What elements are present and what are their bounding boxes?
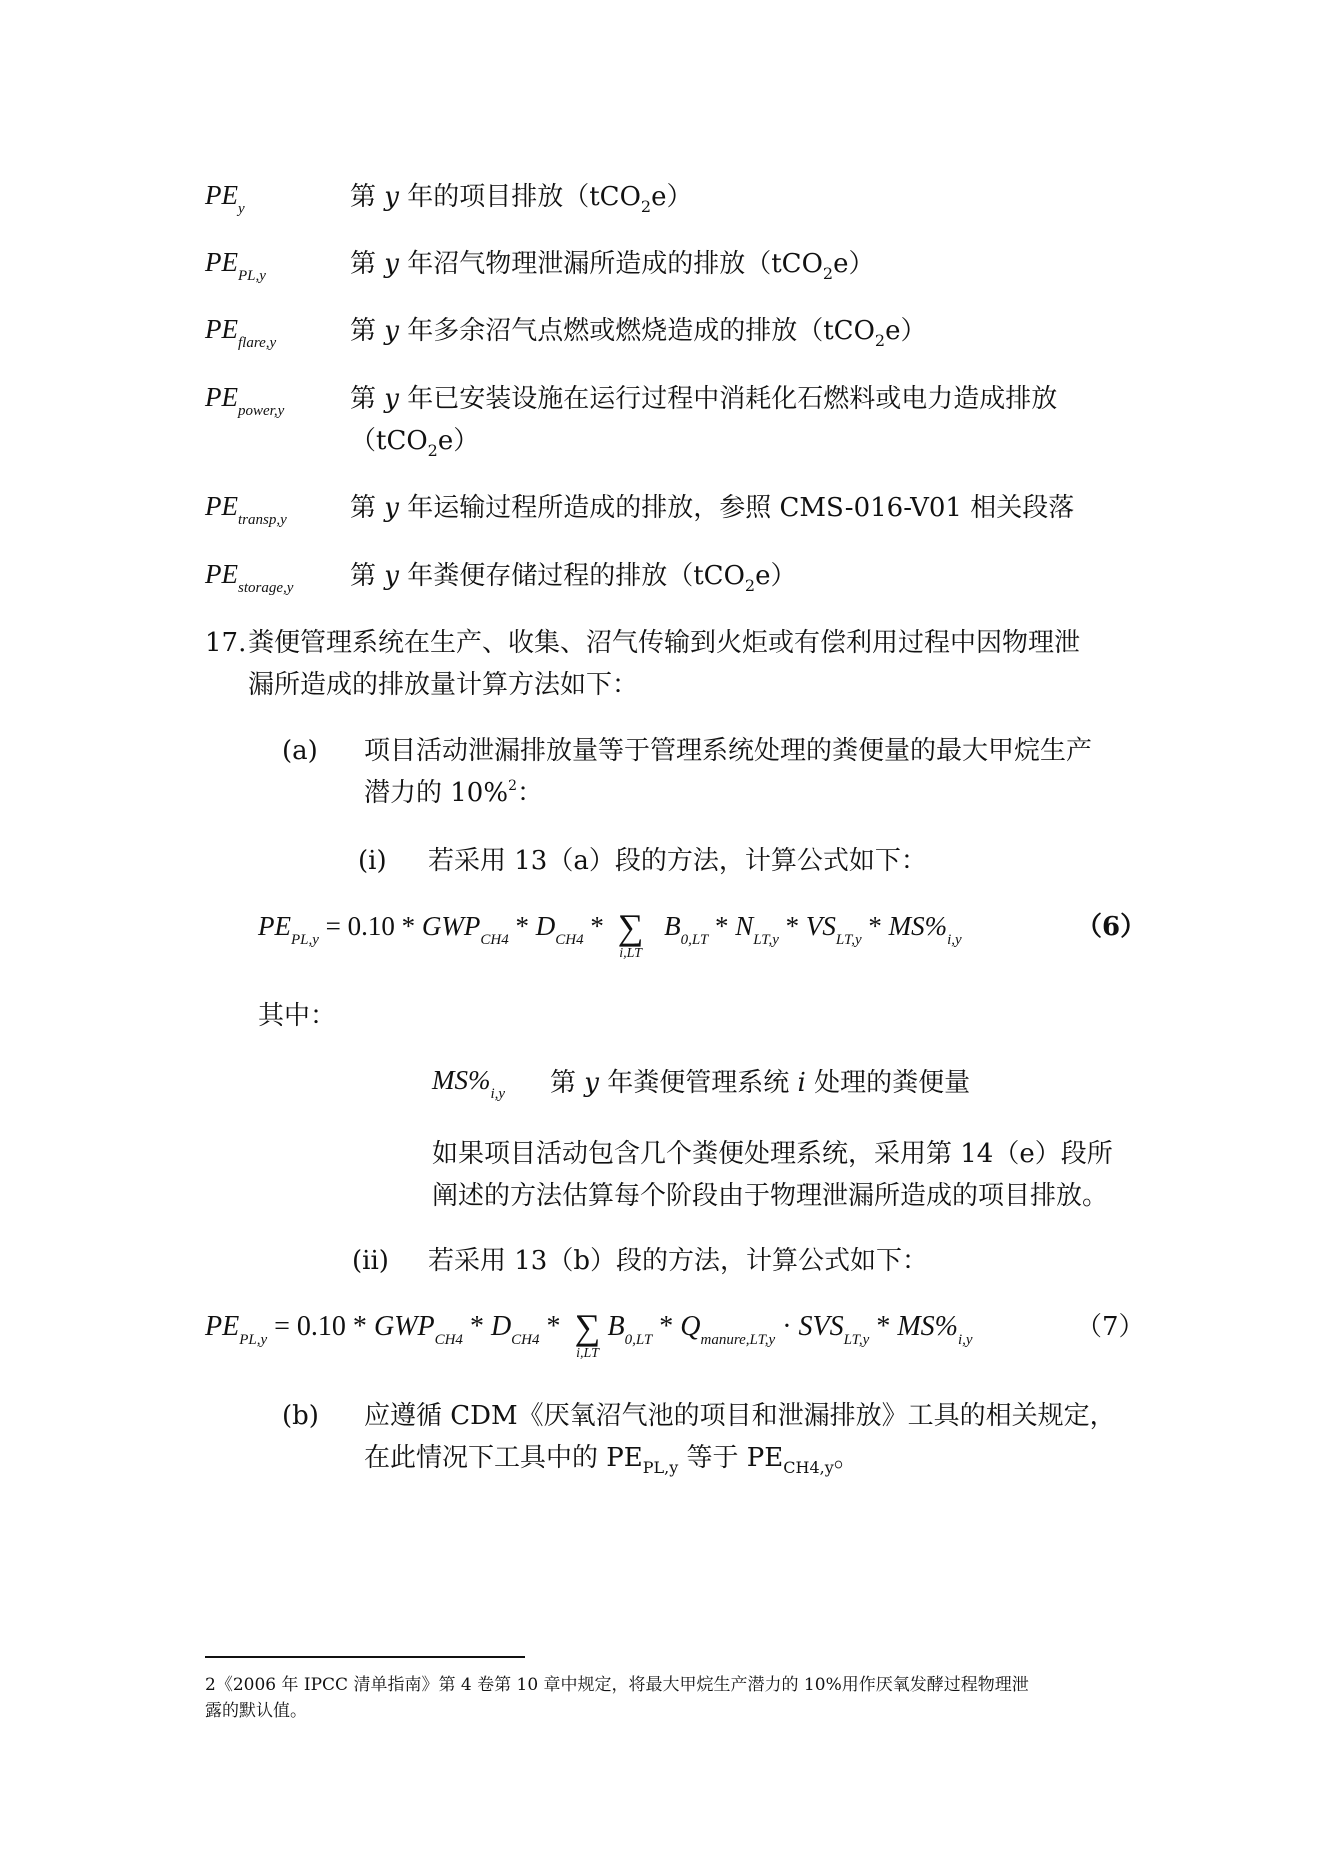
definition-symbol: $PE_{flare,y}$ [205,314,277,351]
item-i-label: (i) [358,846,387,876]
ms-symbol: $MS\%_{i,y}$ [432,1065,506,1102]
footnote: 2《2006 年 IPCC 清单指南》第 4 卷第 10 章中规定，将最大甲烷生产潜力的 10%用作厌氧发酵过程物理泄 露的默认值。 [205,1675,1029,1721]
item-i-text: 若采用 13（a）段的方法，计算公式如下： [428,846,927,876]
definition-text: 第 y 年多余沼气点燃或燃烧造成的排放（tCO$_2$e） [350,316,927,350]
definition-text: 第 y 年的项目排放（tCO$_2$e） [350,182,693,216]
equation-6: $PE_{PL,y} = 0.10 * GWP_{CH4} * D_{CH4}$ * ∑ i,LT $B_{0,LT} * N_{LT,y} * VS_{LT,y} * MS\%_{i,y}$ [258,907,962,961]
item-a-label: (a) [282,736,318,766]
sum-symbol: ∑ i,LT [574,1307,601,1361]
item-b-text: 应遵循 CDM《厌氧沼气池的项目和泄漏排放》工具的相关规定， 在此情况下工具中的 $PE_{PL,y}$ 等于 $PE_{CH4,y}$。 [364,1401,1116,1477]
item-ii-label: (ii) [352,1246,389,1276]
definition-symbol: $PE_{transp,y}$ [205,491,287,528]
definition-symbol: $PE_{storage,y}$ [205,559,294,596]
definition-text: 第 y 年沼气物理泄漏所造成的排放（tCO$_2$e） [350,249,875,283]
equation-6-number: （6） [1076,912,1147,942]
definition-text: 第 y 年已安装设施在运行过程中消耗化石燃料或电力造成排放 （tCO$_2$e） [350,384,1058,460]
definition-text: 第 y 年运输过程所造成的排放，参照 CMS-016-V01 相关段落 [350,493,1075,523]
ms-note: 如果项目活动包含几个粪便处理系统，采用第 14（e）段所 阐述的方法估算每个阶段由于物理泄漏所造成的项目排放。 [432,1139,1113,1211]
sum-symbol: ∑ i,LT [617,907,644,961]
equation-7: $PE_{PL,y} = 0.10 * GWP_{CH4} * D_{CH4}$ * ∑ i,LT $B_{0,LT} * Q_{manure,LT,y} \cdot SVS_{LT,y} * MS\%_{i,y}$ [205,1307,973,1361]
paragraph-17: 粪便管理系统在生产、收集、沼气传输到火炬或有偿利用过程中因物理泄 漏所造成的排放量计算方法如下： [248,628,1081,700]
item-a-text: 项目活动泄漏排放量等于管理系统处理的粪便量的最大甲烷生产 潜力的 10%$^2$： [364,736,1093,808]
equation-7-number: （7） [1076,1312,1145,1342]
paragraph-number: 17. [205,628,247,658]
definition-text: 第 y 年粪便存储过程的排放（tCO$_2$e） [350,561,797,595]
definition-symbol: $PE_{power,y}$ [205,382,285,419]
definition-symbol: $PE_y$ [205,180,245,217]
item-b-label: (b) [282,1401,319,1431]
where-label: 其中： [258,1001,337,1031]
item-ii-text: 若采用 13（b）段的方法，计算公式如下： [428,1246,928,1276]
footnote-ref: 2 [508,778,517,794]
definition-symbol: $PE_{PL,y}$ [205,247,266,284]
ms-definition-text: 第 y 年粪便管理系统 i 处理的粪便量 [550,1068,971,1098]
footnote-divider [205,1656,525,1658]
